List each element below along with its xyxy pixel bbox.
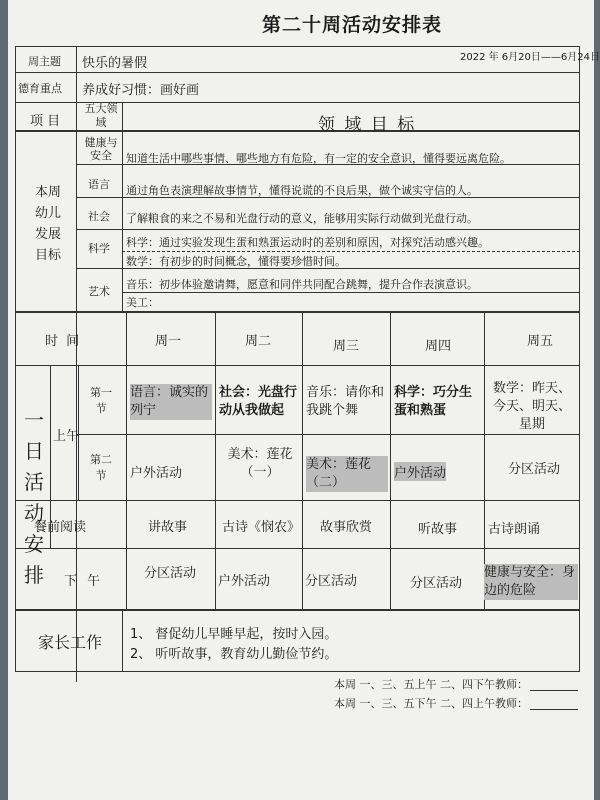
area-language: 语言: [88, 178, 110, 191]
area-social: 社会: [88, 210, 110, 223]
meal-mon: 讲故事: [148, 520, 188, 535]
goal-social: 了解粮食的来之不易和光盘行动的意义，能够用实际行动做到光盘行动。: [126, 212, 478, 225]
goal-health: 知道生活中哪些事情、哪些地方有危险，有一定的安全意识，懂得要远离危险。: [126, 152, 511, 165]
p1-mon: 语言：诚实的列宁: [130, 384, 212, 420]
meal-fri: 古诗朗诵: [488, 522, 541, 537]
goal-math: 数学：有初步的时间概念，懂得要珍惜时间。: [126, 255, 346, 268]
p1-fri: 数学：昨天、今天、明天、星期: [492, 381, 571, 432]
p2-mon: 户外活动: [130, 466, 183, 481]
day-fri: 周五: [527, 334, 554, 349]
day-thu: 周四: [425, 339, 452, 354]
footer-line-1: 本周 一、三、五上午 二、四下午教师：: [334, 678, 528, 691]
goal-science: 科学：通过实验发现生蛋和熟蛋运动时的差别和原因，对探究活动感兴趣。: [126, 236, 489, 249]
parents-label: 家长工作: [38, 633, 103, 652]
p2-wed: 美术：莲花（二）: [306, 456, 388, 492]
time-header: 时 间: [45, 334, 82, 349]
pm-tue: 户外活动: [218, 574, 271, 589]
area-art: 艺术: [88, 285, 110, 298]
p2-tue: 美术：莲花（一）: [227, 447, 293, 480]
p2-thu: 户外活动: [394, 462, 446, 481]
page-title: 第二十周活动安排表: [262, 14, 443, 36]
date-range: 2022 年 6月20日——6月24日: [460, 52, 600, 63]
pm-wed: 分区活动: [305, 574, 358, 589]
pm-fri: 健康与安全：身边的危险: [484, 564, 578, 600]
meal-tue: 古诗《悯农》: [222, 520, 301, 535]
pm-mon: 分区活动: [144, 566, 197, 581]
goal-language: 通过角色表演理解故事情节，懂得说谎的不良后果，做个诚实守信的人。: [126, 184, 478, 197]
goal-music: 音乐：初步体验邀请舞，愿意和同伴共同配合跳舞，提升合作表演意识。: [126, 278, 478, 291]
goal-art: 美工：: [126, 296, 159, 309]
theme-value: 快乐的暑假: [82, 56, 148, 71]
parents-item-1: 1、 督促幼儿早睡早起，按时入园。: [130, 627, 338, 642]
period2-label: 第二节: [90, 453, 112, 482]
moral-value: 养成好习惯：画好画: [82, 83, 200, 98]
day-wed: 周三: [333, 339, 360, 354]
p1-tue: 社会：光盘行动从我做起: [219, 385, 298, 418]
period1-label: 第一节: [90, 386, 112, 415]
daily-activity-label: 一日活动安排: [24, 408, 44, 587]
p2-fri: 分区活动: [508, 462, 561, 477]
p1-thu: 科学：巧分生蛋和熟蛋: [394, 385, 473, 418]
area-science: 科学: [88, 242, 110, 255]
footer-line-2: 本周 一、三、五下午 二、四上午教师：: [334, 697, 528, 710]
afternoon-label: 下 午: [64, 574, 104, 589]
day-tue: 周二: [245, 334, 272, 349]
area-health: 健康与安全: [84, 136, 118, 162]
area-goals-header: 领 域 目 标: [318, 115, 417, 135]
parents-item-2: 2、 听听故事，教育幼儿勤俭节约。: [130, 647, 338, 662]
meal-thu: 听故事: [418, 522, 458, 537]
morning-label: 上午: [53, 429, 80, 444]
theme-label: 周主题: [28, 55, 61, 68]
p1-wed: 音乐：请你和我跳个舞: [306, 385, 385, 418]
item-header: 项 目: [30, 114, 61, 129]
meal-wed: 故事欣赏: [320, 520, 373, 535]
pm-thu: 分区活动: [410, 576, 463, 591]
five-areas-header: 五大领域: [84, 102, 118, 129]
pre-meal-label: 餐前阅读: [34, 520, 87, 535]
week-goals-label: 本周幼儿发展目标: [34, 185, 61, 263]
moral-label: 德育重点: [18, 82, 62, 95]
day-mon: 周一: [155, 334, 182, 349]
